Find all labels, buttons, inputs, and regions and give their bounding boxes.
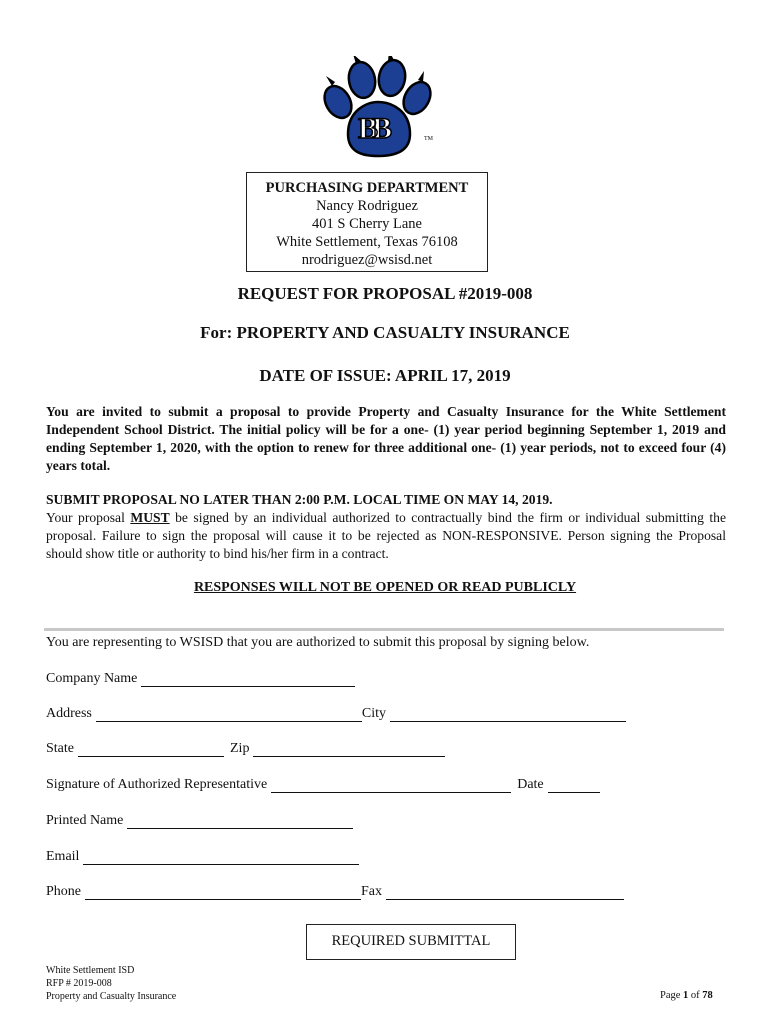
page-prefix: Page bbox=[660, 990, 684, 1001]
date-label: Date bbox=[517, 777, 544, 792]
fax-label: Fax bbox=[361, 884, 382, 899]
zip-field[interactable] bbox=[253, 742, 445, 757]
submit-instructions bbox=[46, 491, 726, 563]
state-label: State bbox=[46, 741, 74, 756]
required-submittal-box: REQUIRED SUBMITTAL bbox=[306, 924, 516, 960]
city-label: City bbox=[361, 706, 387, 721]
contact-email: nrodriguez@wsisd.net bbox=[301, 252, 433, 268]
city-state: White Settlement, Texas 76108 bbox=[276, 234, 458, 250]
address-field[interactable] bbox=[96, 707, 362, 722]
issue-date: DATE OF ISSUE: APRIL 17, 2019 bbox=[259, 366, 511, 385]
page-of: of bbox=[688, 990, 703, 1001]
signature-label: Signature of Authorized Representative bbox=[46, 777, 268, 792]
logo-letters: BB bbox=[358, 112, 387, 145]
address-label: Address bbox=[46, 706, 92, 721]
printed-name-row bbox=[46, 813, 353, 829]
company-row bbox=[46, 671, 355, 687]
city-field[interactable] bbox=[390, 707, 626, 722]
submit-deadline: SUBMIT PROPOSAL NO LATER THAN 2:00 P.M. LOCAL TIME ON MAY 14, 2019. bbox=[46, 492, 553, 507]
section-divider bbox=[44, 628, 724, 631]
page-total: 78 bbox=[702, 990, 713, 1001]
company-label: Company Name bbox=[46, 671, 138, 686]
signature-text-after: be signed by an individual authorized to contractually bind the firm or individual submitting the proposal. Failure to sign the proposal will cause it to be rejected as NON-RESPONSIVE. Person signing the Proposal should show title or authority to bind his/her firm in a contract. bbox=[46, 510, 726, 561]
email-row bbox=[46, 849, 359, 865]
footer bbox=[46, 964, 176, 1003]
printed-name-label: Printed Name bbox=[46, 813, 124, 828]
responses-notice: RESPONSES WILL NOT BE OPENED OR READ PUBLICLY bbox=[193, 580, 577, 595]
state-zip-row bbox=[46, 741, 445, 757]
paw-logo bbox=[318, 56, 438, 160]
signature-row bbox=[46, 777, 600, 793]
street-address: 401 S Cherry Lane bbox=[312, 216, 422, 232]
page-current: 1 bbox=[683, 990, 689, 1001]
phone-field[interactable] bbox=[85, 885, 361, 900]
email-field[interactable] bbox=[83, 850, 359, 865]
signature-text-before: Your proposal bbox=[46, 510, 131, 525]
phone-fax-row bbox=[46, 884, 624, 900]
rfp-title: REQUEST FOR PROPOSAL #2019-008 bbox=[237, 284, 533, 303]
company-field[interactable] bbox=[141, 672, 355, 687]
intro-paragraph: You are invited to submit a proposal to provide Property and Casualty Insurance for the White Settlement Independent School District. The initial policy will be for a one- (1) year period beginning September 1, 2019 and ending September 1, 2020, with the option to renew for three additional one- (1) year periods, not to exceed four (4) years total. bbox=[46, 404, 726, 473]
email-label: Email bbox=[46, 849, 80, 864]
contact-name: Nancy Rodriguez bbox=[316, 198, 418, 214]
page-number bbox=[660, 990, 713, 1001]
must-emphasis: MUST bbox=[130, 510, 170, 525]
footer-rfp-number: RFP # 2019-008 bbox=[46, 978, 112, 989]
state-field[interactable] bbox=[78, 742, 224, 757]
zip-label: Zip bbox=[230, 741, 250, 756]
fax-field[interactable] bbox=[386, 885, 624, 900]
trademark-mark: TM bbox=[424, 136, 433, 142]
representation-statement: You are representing to WSISD that you are authorized to submit this proposal by signing below. bbox=[46, 635, 590, 650]
date-field[interactable] bbox=[548, 778, 600, 793]
signature-field[interactable] bbox=[271, 778, 511, 793]
rfp-subject: For: PROPERTY AND CASUALTY INSURANCE bbox=[200, 323, 570, 342]
department-name: PURCHASING DEPARTMENT bbox=[265, 180, 469, 196]
purchasing-address-box bbox=[246, 172, 488, 272]
footer-subject: Property and Casualty Insurance bbox=[46, 991, 177, 1002]
address-row bbox=[46, 706, 626, 722]
printed-name-field[interactable] bbox=[127, 814, 353, 829]
footer-district: White Settlement ISD bbox=[46, 965, 135, 976]
phone-label: Phone bbox=[46, 884, 81, 899]
signature-requirement bbox=[46, 509, 726, 563]
